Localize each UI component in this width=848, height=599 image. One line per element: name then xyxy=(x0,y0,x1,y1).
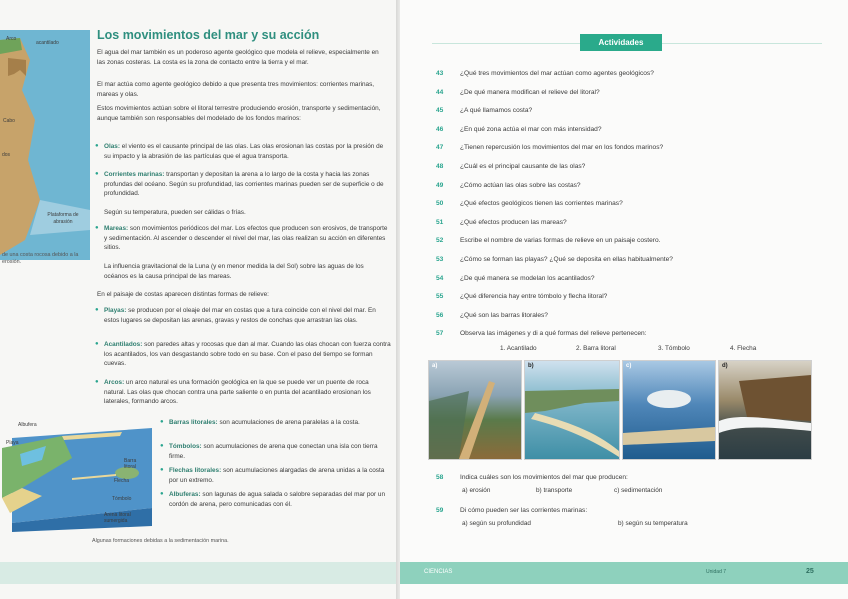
photo-d xyxy=(718,360,812,460)
question-46 xyxy=(436,126,836,136)
q59-option-a: a) según su profundidad xyxy=(462,520,531,527)
q57-option-1: 1. Acantilado xyxy=(500,345,537,352)
text-albuferas: son lagunas de agua salada o salobre separadas del mar por un cordón de arena, pero comunicadas con él. xyxy=(169,491,385,508)
question-text: ¿Qué tres movimientos del mar actúan como agentes geológicos? xyxy=(460,70,654,77)
question-58 xyxy=(436,474,836,484)
q58-option-a: a) erosión xyxy=(462,487,491,494)
label-plataforma: Plataforma de abrasión xyxy=(47,212,79,225)
question-text: ¿De qué manera modifican el relieve del litoral? xyxy=(460,88,600,96)
question-number: 46 xyxy=(436,125,444,133)
left-page xyxy=(0,0,400,599)
right-footer-band xyxy=(400,562,848,584)
question-47 xyxy=(436,144,836,154)
question-number: 55 xyxy=(436,293,444,301)
text-acantilados: son paredes altas y rocosas que dan al mar. Cuando las olas chocan con fuerza contra los acantilados, los van desgastando sobre todo en su base. Con el paso del tiempo se forman cuevas. xyxy=(104,341,391,368)
question-text: ¿Cómo se forman las playas? ¿Qué se deposita en ellas habitualmente? xyxy=(460,256,673,263)
bullet-barras xyxy=(160,418,391,428)
question-number: 54 xyxy=(436,274,444,282)
question-number: 53 xyxy=(436,256,444,263)
label-arena: Arena litoral sumergida xyxy=(104,512,131,524)
question-text: ¿A qué llamamos costa? xyxy=(460,107,533,115)
q57-option-2: 2. Barra litoral xyxy=(576,345,616,352)
question-50 xyxy=(436,200,836,210)
page-number: 25 xyxy=(806,568,814,575)
q58-number: 58 xyxy=(436,474,444,481)
question-text: ¿De qué manera se modelan los acantilados? xyxy=(460,274,595,282)
photo-b xyxy=(524,360,620,460)
text-mareas: son movimientos periódicos del mar. Los efectos que producen son erosivos, de transporte y sedimentación. Al ascender o descender el nivel del mar, las olas realizan su acción en diferentes sitios. xyxy=(104,225,388,252)
term-barras: Barras litorales: xyxy=(169,419,218,426)
right-page xyxy=(400,0,848,599)
label-acantilado: acantilado xyxy=(36,40,59,46)
bullet-albuferas xyxy=(160,490,391,509)
question-56 xyxy=(436,312,836,322)
term-albuferas: Albuferas: xyxy=(169,491,201,498)
question-52 xyxy=(436,237,836,247)
label-playa: Playa xyxy=(6,440,19,446)
question-number: 56 xyxy=(436,311,444,319)
photo-d-letter: d) xyxy=(722,363,728,369)
text-olas: el viento es el causante principal de las olas. Las olas erosionan las costas por la presión de su impacto y la abrasión de las partículas que el agua transporta. xyxy=(104,143,384,160)
text-playas: se producen por el oleaje del mar en costas que a tura coincide con el nivel del mar. En estos lugares se depositan las arenas, gravas y restos de conchas que arrastran las olas. xyxy=(104,307,376,324)
text-flechas: son acumulaciones alargadas de arena unidas a la costa por un extremo. xyxy=(169,467,385,484)
photo-c xyxy=(622,360,716,460)
q58-option-c: c) sedimentación xyxy=(614,487,663,494)
question-number: 51 xyxy=(436,218,444,226)
question-text: ¿Qué diferencia hay entre tómbolo y flecha litoral? xyxy=(460,293,608,301)
label-tombolo: Tómbolo xyxy=(112,496,132,502)
label-albufera: Albufera xyxy=(18,422,37,428)
question-text: ¿Tienen repercusión los movimientos del mar en los fondos marinos? xyxy=(460,144,664,152)
term-olas: Olas: xyxy=(104,143,120,150)
label-cabo: Cabo xyxy=(3,118,15,124)
q59-option-b: b) según su temperatura xyxy=(618,520,688,527)
footer-subject: CIENCIAS xyxy=(424,569,453,575)
activities-banner: Actividades xyxy=(580,34,662,51)
bullet-tombolos xyxy=(160,442,391,461)
bullet-acantilados xyxy=(95,340,391,369)
question-number: 48 xyxy=(436,163,444,170)
question-text: Escribe el nombre de varias formas de relieve en un paisaje costero. xyxy=(460,237,661,245)
q58-option-b: b) transporte xyxy=(536,487,573,494)
question-57 xyxy=(436,330,836,340)
intro-paragraph-2: El mar actúa como agente geológico debido a que presenta tres movimientos: corrientes marinas, mareas y olas. xyxy=(97,81,375,98)
term-acantilados: Acantilados: xyxy=(104,341,143,348)
bullet-corrientes xyxy=(95,170,391,199)
question-53 xyxy=(436,256,836,266)
paisaje-intro: En el paisaje de costas aparecen distintas formas de relieve: xyxy=(97,291,269,298)
footer-unit: Unidad 7 xyxy=(706,569,727,575)
term-mareas: Mareas: xyxy=(104,225,129,232)
question-text: ¿Cómo actúan las olas sobre las costas? xyxy=(460,181,581,189)
corrientes-temperature: Según su temperatura, pueden ser cálidas o frías. xyxy=(104,209,246,216)
bullet-playas xyxy=(95,306,391,325)
question-48 xyxy=(436,163,836,173)
label-barra: Barra litoral xyxy=(124,458,137,470)
term-corrientes: Corrientes marinas: xyxy=(104,171,165,178)
question-43 xyxy=(436,70,836,80)
photo-a xyxy=(428,360,522,460)
question-number: 50 xyxy=(436,200,444,208)
intro-paragraph-3: Estos movimientos actúan sobre el litoral terrestre produciendo erosión, transporte y sedimentación, aunque también son responsables del modelado de los fondos marinos: xyxy=(97,105,381,122)
question-number: 43 xyxy=(436,70,444,77)
question-number: 47 xyxy=(436,144,444,152)
photo-d-cliff xyxy=(719,361,811,459)
photo-b-spit xyxy=(525,361,619,459)
q58-text: Indica cuáles son los movimientos del mar que producen: xyxy=(460,474,628,481)
q57-option-4: 4. Flecha xyxy=(730,345,757,352)
term-tombolos: Tómbolos: xyxy=(169,443,202,450)
question-text: ¿En qué zona actúa el mar con más intensidad? xyxy=(460,125,602,133)
label-arco: Arco xyxy=(6,36,17,42)
mareas-influence: La influencia gravitacional de la Luna (y en menor medida la del Sol) sobre las aguas de los océanos es la causa principal de las mareas. xyxy=(104,263,364,280)
question-44 xyxy=(436,89,836,99)
text-arcos: un arco natural es una formación geológica en la que se puede ver un puente de roca natural. Las olas que chocan contra una parte saliente o en punta del acantilado erosionan los laterales, formando arcos. xyxy=(104,379,371,406)
bullet-olas xyxy=(95,142,391,161)
photo-b-letter: b) xyxy=(528,363,534,369)
photo-a-letter: a) xyxy=(432,363,438,369)
question-number: 45 xyxy=(436,107,444,115)
photo-c-tombolo xyxy=(623,361,715,459)
photo-c-letter: c) xyxy=(626,363,632,369)
bullet-flechas xyxy=(160,466,391,485)
question-number: 52 xyxy=(436,237,444,245)
bullet-mareas xyxy=(95,224,391,253)
question-54 xyxy=(436,275,836,285)
label-flecha: Flecha xyxy=(114,478,130,484)
top-illustration-caption: de una costa rocosa debido a la erosión. xyxy=(2,252,79,265)
q57-option-3: 3. Tómbolo xyxy=(658,345,690,352)
question-51 xyxy=(436,219,836,229)
text-barras: son acumulaciones de arena paralelas a la costa. xyxy=(217,419,360,426)
question-text: ¿Qué efectos producen las mareas? xyxy=(460,218,567,226)
term-arcos: Arcos: xyxy=(104,379,125,386)
question-45 xyxy=(436,107,836,117)
question-text: ¿Qué efectos geológicos tienen las corrientes marinas? xyxy=(460,200,623,208)
question-text: Observa las imágenes y di a qué formas del relieve pertenecen: xyxy=(460,330,647,338)
question-number: 57 xyxy=(436,330,444,338)
term-playas: Playas: xyxy=(104,307,127,314)
label-dos: dos xyxy=(2,152,11,158)
question-49 xyxy=(436,182,836,192)
question-55 xyxy=(436,293,836,303)
q59-text: Di cómo pueden ser las corrientes marinas: xyxy=(460,507,588,514)
left-footer-band xyxy=(0,562,400,584)
page-title: Los movimientos del mar y su acción xyxy=(97,28,320,42)
question-text: ¿Qué son las barras litorales? xyxy=(460,311,548,319)
question-59 xyxy=(436,507,836,517)
bottom-illustration-caption: Algunas formaciones debidas a la sedimentación marina. xyxy=(92,538,229,544)
bullet-arcos xyxy=(95,378,391,407)
photo-a-sandbar xyxy=(429,361,521,459)
question-number: 49 xyxy=(436,181,444,189)
q59-number: 59 xyxy=(436,507,444,514)
question-text: ¿Cuál es el principal causante de las olas? xyxy=(460,163,586,170)
text-corrientes: transportan y depositan la arena a lo largo de la costa y hacia las zonas profundas del océano. Según su profundidad, las corrientes marinas pueden ser de superficie o de profundidad. xyxy=(104,171,384,198)
intro-paragraph-1: El agua del mar también es un poderoso agente geológico que modela el relieve, especialmente en las zonas costeras. La costa es la zona de contacto entre la tierra y el mar. xyxy=(97,49,379,66)
term-flechas: Flechas litorales: xyxy=(169,467,222,474)
text-tombolos: son acumulaciones de arena que conectan una isla con tierra firme. xyxy=(169,443,378,460)
question-number: 44 xyxy=(436,88,444,96)
